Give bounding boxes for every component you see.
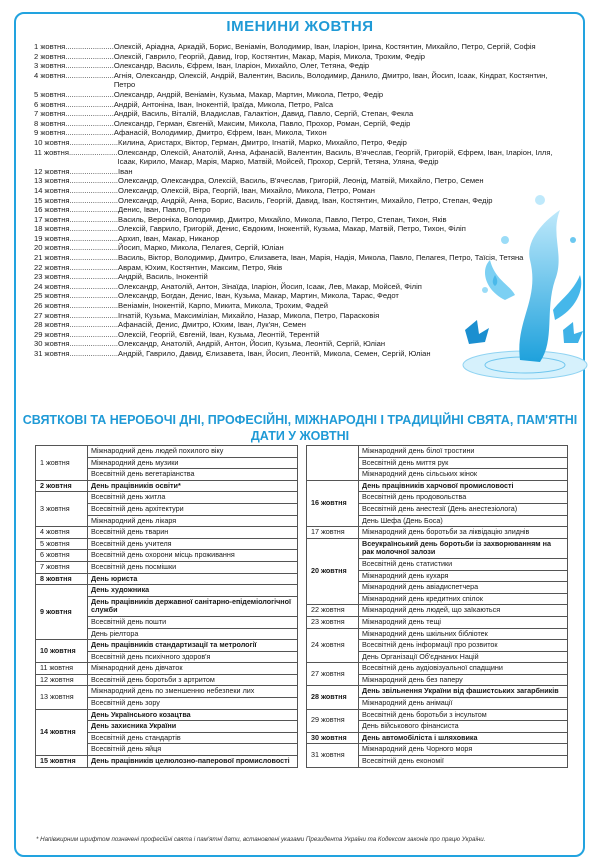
- holiday-date: 15 жовтня: [36, 756, 88, 768]
- nameday-names: Ігнатій, Кузьма, Максиміліан, Михайло, Назар, Микола, Петро, Парасковія: [118, 310, 380, 320]
- holiday-date: 9 жовтня: [36, 585, 88, 640]
- holiday-name: Міжнародний день Чорного моря: [359, 744, 568, 756]
- nameday-row: [34, 71, 564, 90]
- holiday-name: День ріелтора: [88, 628, 298, 640]
- holiday-row: [307, 663, 568, 675]
- holiday-row: [36, 756, 298, 768]
- holiday-row: [307, 732, 568, 744]
- holiday-date: 14 жовтня: [36, 709, 88, 755]
- holiday-name: Всесвітній день яйця: [88, 744, 298, 756]
- holiday-row: [36, 585, 298, 597]
- holiday-row: [36, 446, 298, 458]
- holiday-row: [36, 492, 298, 504]
- holiday-date: 17 жовтня: [307, 527, 359, 539]
- holiday-name: День Організації Об'єднаних Націй: [359, 651, 568, 663]
- nameday-row: [34, 148, 564, 167]
- nameday-date: 17 жовтня.......................: [34, 214, 119, 224]
- holiday-name: День працівників стандартизації та метрології: [88, 640, 298, 652]
- holiday-name: Всесвітній день психічного здоров'я: [88, 651, 298, 663]
- nameday-date: 25 жовтня.......................: [34, 291, 119, 301]
- holiday-row: [307, 628, 568, 640]
- holiday-name: День працівників державної санітарно-епідеміологічної служби: [88, 596, 298, 616]
- holidays-table-right: [306, 445, 568, 768]
- holiday-row: [36, 538, 298, 550]
- nameday-names: Василь, Вероніка, Володимир, Дмитро, Михайло, Микола, Павло, Петро, Степан, Тихон, Яків: [118, 214, 447, 224]
- holiday-row: [307, 446, 568, 458]
- nameday-names: Олександр, Андрій, Веніамін, Кузьма, Макар, Мартин, Микола, Петро, Федір: [113, 89, 384, 99]
- holiday-row: [307, 744, 568, 756]
- nameday-date: 28 жовтня.......................: [34, 320, 119, 330]
- holiday-date: 30 жовтня: [307, 732, 359, 744]
- holiday-date: 2 жовтня: [36, 480, 88, 492]
- nameday-names: Олександр, Василь, Єфрем, Іван, Іларіон, Михайло, Олег, Тетяна, Федір: [113, 61, 370, 71]
- nameday-names: Олексій, Георгій, Євгеній, Іван, Кузьма, Леонтій, Терентій: [118, 329, 320, 339]
- nameday-date: 14 жовтня.......................: [34, 185, 119, 195]
- holiday-name: День звільнення України від фашистських загарбників: [359, 686, 568, 698]
- nameday-date: 22 жовтня.......................: [34, 262, 119, 272]
- nameday-names: Олексій, Аріадна, Аркадій, Борис, Веніамін, Володимир, Іван, Іларіон, Ірина, Костянтин, Михайло, Петро, Сергій, Софія: [113, 42, 536, 51]
- nameday-names: Олександр, Олексій, Анатолій, Анна, Афанасій, Валентин, Василь, В'ячеслав, Георгій, Григорій, Єфрем, Іван, Іларіон, Ілля, Ісаак, Кирило, Макар, Марія, Марко, Матвій, Мойсей, Прохор, Сергій, Тетяна, Уляна, Федір: [117, 147, 553, 167]
- holiday-name: День працівників освіти*: [88, 480, 298, 492]
- holiday-name: Всесвітній день охорони місць проживання: [88, 550, 298, 562]
- nameday-date: 2 жовтня.......................: [34, 51, 114, 61]
- holidays-table-left: [35, 445, 298, 768]
- nameday-date: 3 жовтня.......................: [34, 61, 114, 71]
- nameday-date: 31 жовтня.......................: [34, 349, 119, 358]
- holiday-name: Міжнародний день кухаря: [359, 570, 568, 582]
- nameday-date: 7 жовтня.......................: [34, 109, 114, 119]
- holiday-name: Всесвітній день архітектури: [88, 503, 298, 515]
- holiday-name: День військового фінансиста: [359, 721, 568, 733]
- nameday-row: [34, 100, 564, 110]
- nameday-date: 18 жовтня.......................: [34, 224, 119, 234]
- holiday-row: [307, 527, 568, 539]
- holiday-name: Всесвітній день статистики: [359, 558, 568, 570]
- holiday-row: [36, 550, 298, 562]
- nameday-date: 11 жовтня.......................: [34, 147, 118, 157]
- nameday-names: Афанасій, Денис, Дмитро, Юхим, Іван, Лук'ян, Семен: [118, 320, 306, 330]
- holiday-row: [36, 674, 298, 686]
- holiday-row: [36, 709, 298, 721]
- holiday-date: 24 жовтня: [307, 628, 359, 663]
- holiday-date: 6 жовтня: [36, 550, 88, 562]
- nameday-names: Веніамін, Інокентій, Карпо, Микита, Микола, Трохим, Фадей: [118, 301, 328, 311]
- holiday-name: Всесвітній день стандартів: [88, 732, 298, 744]
- nameday-date: 26 жовтня.......................: [34, 301, 119, 311]
- namedays-title: ІМЕНИНИ ЖОВТНЯ: [226, 18, 374, 35]
- nameday-names: Олександр, Анатолій, Андрій, Антон, Йосип, Кузьма, Леонтій, Сергій, Юліан: [118, 339, 386, 349]
- holiday-name: Всесвітній день інформації про розвиток: [359, 640, 568, 652]
- holiday-name: Всесвітній день житла: [88, 492, 298, 504]
- holiday-date: 7 жовтня: [36, 561, 88, 573]
- holiday-name: Міжнародний день авіадиспетчера: [359, 582, 568, 594]
- nameday-names: Андрій, Василь, Віталій, Владислав, Галактіон, Давид, Павло, Сергій, Степан, Фекла: [113, 109, 414, 119]
- holiday-date: 29 жовтня: [307, 709, 359, 732]
- holiday-row: [36, 640, 298, 652]
- nameday-row: [34, 119, 564, 129]
- holiday-name: День Шефа (День Боса): [359, 515, 568, 527]
- holiday-row: [307, 686, 568, 698]
- holiday-date: 3 жовтня: [36, 492, 88, 527]
- holiday-name: День художника: [88, 585, 298, 597]
- holiday-date: 12 жовтня: [36, 674, 88, 686]
- holiday-row: [36, 663, 298, 675]
- holiday-row: [36, 527, 298, 539]
- holiday-row: [307, 605, 568, 617]
- holiday-date: 13 жовтня: [36, 686, 88, 709]
- holiday-name: Міжнародний день сільських жінок: [359, 469, 568, 481]
- holiday-name: Міжнародний день білої тростини: [359, 446, 568, 458]
- nameday-date: 10 жовтня.......................: [34, 137, 119, 147]
- holiday-name: Всесвітній день продовольства: [359, 492, 568, 504]
- nameday-row: [34, 52, 564, 62]
- holiday-name: День працівників харчової промисловості: [359, 480, 568, 492]
- nameday-date: 19 жовтня.......................: [34, 233, 119, 243]
- holiday-date: 31 жовтня: [307, 744, 359, 767]
- holiday-name: Міжнародний день по зменшенню небезпеки лих: [88, 686, 298, 698]
- nameday-date: 15 жовтня.......................: [34, 195, 119, 205]
- nameday-names: Олександр, Олександра, Олексій, Василь, В'ячеслав, Григорій, Леонід, Матвій, Михайло, Петро, Семен: [118, 176, 484, 186]
- nameday-date: 16 жовтня.......................: [34, 205, 119, 215]
- holiday-date: 22 жовтня: [307, 605, 359, 617]
- nameday-names: Архип, Іван, Макар, Никанор: [118, 233, 220, 243]
- holiday-name: День захисника України: [88, 721, 298, 733]
- nameday-names: Килина, Аристарх, Віктор, Герман, Дмитро, Ігнатій, Марко, Михайло, Петро, Федір: [118, 137, 407, 147]
- nameday-names: Андрій, Василь, Інокентій: [118, 272, 208, 282]
- holiday-row: [36, 561, 298, 573]
- holiday-name: Всесвітній день боротьби з артритом: [88, 674, 298, 686]
- nameday-names: Аврам, Юхим, Костянтин, Максим, Петро, Яків: [118, 262, 283, 272]
- holiday-name: Всесвітній день боротьби з інсультом: [359, 709, 568, 721]
- nameday-names: Андрій, Антоніна, Іван, Інокентій, Іраїда, Микола, Петро, Раїса: [113, 99, 334, 109]
- holiday-name: Міжнародний день без паперу: [359, 674, 568, 686]
- holiday-name: День працівників целюлозно-паперової промисловості: [88, 756, 298, 768]
- nameday-names: Олександр, Анатолій, Антон, Зінаїда, Іларіон, Йосип, Ісаак, Лев, Макар, Мойсей, Філіп: [118, 281, 422, 291]
- nameday-row: [34, 167, 564, 177]
- holiday-row: [307, 538, 568, 558]
- holiday-name: Всесвітній день аудіовізуальної спадщини: [359, 663, 568, 675]
- nameday-date: 29 жовтня.......................: [34, 329, 119, 339]
- holiday-name: Всесвітній день економії: [359, 756, 568, 768]
- holiday-name: Всеукраїнський день боротьби із захворюванням на рак молочної залози: [359, 538, 568, 558]
- holiday-date: 5 жовтня: [36, 538, 88, 550]
- nameday-date: 24 жовтня.......................: [34, 281, 119, 291]
- nameday-names: Олександр, Герман, Євгеній, Максим, Микола, Павло, Прохор, Роман, Сергій, Федір: [113, 118, 411, 128]
- nameday-date: 30 жовтня.......................: [34, 339, 119, 349]
- holiday-name: День Українського козацтва: [88, 709, 298, 721]
- nameday-date: 6 жовтня.......................: [34, 99, 114, 109]
- nameday-names: Олексій, Гаврило, Георгій, Давид, Ігор, Костянтин, Макар, Марія, Микола, Трохим, Федір: [113, 51, 426, 61]
- nameday-row: [34, 109, 564, 119]
- nameday-row: [34, 42, 564, 52]
- nameday-date: 12 жовтня.......................: [34, 166, 119, 176]
- holiday-row: [307, 709, 568, 721]
- nameday-date: 13 жовтня.......................: [34, 176, 119, 186]
- holiday-date: 1 жовтня: [36, 446, 88, 481]
- nameday-names: Йосип, Марко, Микола, Пелагея, Сергій, Юліан: [118, 243, 284, 253]
- nameday-date: 9 жовтня.......................: [34, 128, 114, 138]
- nameday-date: 27 жовтня.......................: [34, 310, 119, 320]
- nameday-date: 4 жовтня.......................: [34, 70, 114, 80]
- nameday-row: [34, 138, 564, 148]
- nameday-names: Олексій, Гаврило, Григорій, Денис, Євдоким, Інокентій, Кузьма, Макар, Матвій, Петро, Тихон, Філіп: [118, 224, 466, 234]
- holiday-name: Всесвітній день вегетаріанства: [88, 469, 298, 481]
- nameday-date: 1 жовтня.......................: [34, 42, 114, 51]
- holiday-date: 16 жовтня: [307, 480, 359, 526]
- holiday-name: Міжнародний день людей, що заїкаються: [359, 605, 568, 617]
- holiday-name: Міжнародний день людей похилого віку: [88, 446, 298, 458]
- holiday-name: Всесвітній день тварин: [88, 527, 298, 539]
- holiday-name: Всесвітній день анестезії (День анестезіолога): [359, 503, 568, 515]
- holiday-row: [307, 616, 568, 628]
- holiday-name: День юриста: [88, 573, 298, 585]
- holiday-name: Міжнародний день дівчаток: [88, 663, 298, 675]
- water-splash-illustration: [445, 180, 590, 390]
- holiday-name: Всесвітній день пошти: [88, 616, 298, 628]
- nameday-date: 23 жовтня.......................: [34, 272, 119, 282]
- holiday-row: [36, 573, 298, 585]
- nameday-row: [34, 61, 564, 71]
- holiday-name: День автомобіліста і шляховика: [359, 732, 568, 744]
- holiday-date: 10 жовтня: [36, 640, 88, 663]
- nameday-names: Олександр, Андрій, Анна, Борис, Василь, Георгій, Давид, Іван, Костянтин, Михайло, Петро, Степан, Федір: [118, 195, 493, 205]
- holidays-title: СВЯТКОВІ ТА НЕРОБОЧІ ДНІ, ПРОФЕСІЙНІ, МІЖНАРОДНІ І ТРАДИЦІЙНІ СВЯТА, ПАМ'ЯТНІ ДАТИ У ЖОВТНІ: [22, 413, 578, 443]
- holiday-date: 20 жовтня: [307, 538, 359, 605]
- holiday-date: [307, 446, 359, 481]
- nameday-names: Олександр, Олексій, Віра, Георгій, Іван, Михайло, Микола, Петро, Роман: [118, 185, 375, 195]
- holiday-row: [36, 686, 298, 698]
- holiday-name: Всесвітній день посмішки: [88, 561, 298, 573]
- holiday-date: 8 жовтня: [36, 573, 88, 585]
- nameday-names: Іван: [118, 166, 133, 176]
- nameday-date: 5 жовтня.......................: [34, 89, 114, 99]
- holiday-name: Міжнародний день тещі: [359, 616, 568, 628]
- nameday-date: 21 жовтня.......................: [34, 253, 119, 263]
- nameday-names: Олександр, Богдан, Денис, Іван, Кузьма, Макар, Мартин, Микола, Тарас, Федот: [118, 291, 399, 301]
- nameday-row: [34, 90, 564, 100]
- holiday-name: Міжнародний день музики: [88, 457, 298, 469]
- nameday-date: 8 жовтня.......................: [34, 118, 114, 128]
- holiday-name: Міжнародний день шкільних бібліотек: [359, 628, 568, 640]
- holiday-row: [36, 480, 298, 492]
- holiday-name: Міжнародний день лікаря: [88, 515, 298, 527]
- holiday-date: 11 жовтня: [36, 663, 88, 675]
- nameday-names: Агнія, Олександр, Олексій, Андрій, Валентин, Василь, Володимир, Данило, Дмитро, Іван, Йосип, Ісаак, Кіндрат, Костянтин, Петро: [113, 70, 548, 90]
- nameday-names: Василь, Віктор, Володимир, Дмитро, Єлизавета, Іван, Марія, Надія, Микола, Павло, Пелагея, Петро, Таїсія, Тетяна: [118, 253, 524, 263]
- nameday-names: Андрій, Гаврило, Давид, Єлизавета, Іван, Йосип, Леонтій, Микола, Семен, Сергій, Юліан: [118, 349, 431, 358]
- holiday-date: 27 жовтня: [307, 663, 359, 686]
- holiday-name: Всесвітній день зору: [88, 698, 298, 710]
- holiday-name: Міжнародний день кредитних спілок: [359, 593, 568, 605]
- footnote: * Напівжирним шрифтом позначені професійні свята і пам'ятні дати, встановлені указами Президента України та Кодексом законів про працю України.: [36, 836, 486, 843]
- nameday-date: 20 жовтня.......................: [34, 243, 119, 253]
- nameday-names: Афанасій, Володимир, Дмитро, Єфрем, Іван, Микола, Тихон: [113, 128, 327, 138]
- holiday-name: Міжнародний день боротьби за ліквідацію злиднів: [359, 527, 568, 539]
- nameday-names: Денис, Іван, Павло, Петро: [118, 205, 211, 215]
- holiday-date: 23 жовтня: [307, 616, 359, 628]
- holiday-name: Міжнародний день анімації: [359, 698, 568, 710]
- nameday-row: [34, 128, 564, 138]
- holiday-date: 28 жовтня: [307, 686, 359, 709]
- holiday-name: Всесвітній день миття рук: [359, 457, 568, 469]
- holiday-name: Всесвітній день учителя: [88, 538, 298, 550]
- holiday-date: 4 жовтня: [36, 527, 88, 539]
- holiday-row: [307, 480, 568, 492]
